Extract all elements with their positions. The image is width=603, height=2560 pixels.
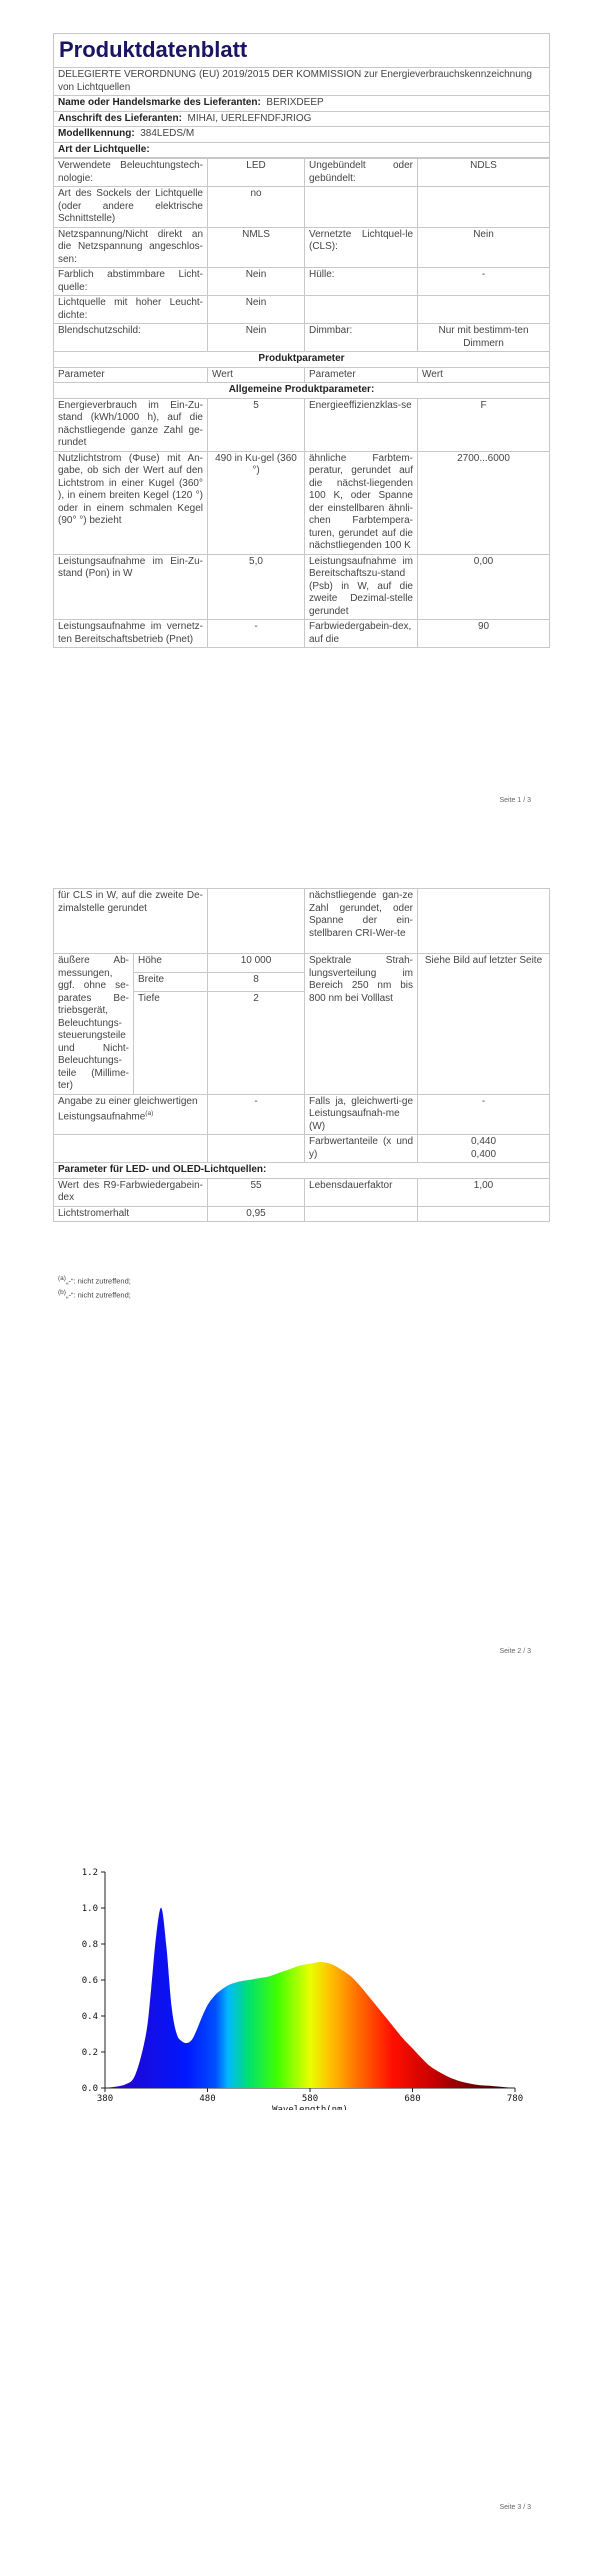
table-cell: 5 (208, 398, 305, 451)
table-cell (418, 1206, 550, 1222)
page-1 (0, 0, 603, 820)
x-tick-label: 380 (96, 2094, 114, 2104)
spectrum-area (105, 1908, 515, 2088)
table-cell: LED (208, 159, 305, 187)
table-cell: Nur mit bestimm-ten Dimmern (418, 324, 550, 352)
equiv-label: Angabe zu einer gleichwertigen Leistungsaufnahme (58, 1095, 198, 1123)
table-cell: Hülle: (305, 268, 418, 296)
chroma-x: 0,440 (471, 1136, 497, 1147)
supplier-name-label: Name oder Handelsmarke des Lieferanten: (58, 97, 261, 108)
x-axis-label: Wavelength(nm) (272, 2105, 348, 2110)
table-cell: 5,0 (208, 554, 305, 620)
general-params-header: Allgemeine Produktparameter: (54, 383, 550, 399)
table-cell: NDLS (418, 159, 550, 187)
y-tick-label: 1.0 (81, 1904, 98, 1914)
table-cell: Nutzlichtstrom (Φuse) mit An-gabe, ob sich der Wert auf den Lichtstrom in einer Kugel (360° ), in einem breiten Kegel (120 °) oder in einem schmalen Kegel (90° °) bezieht (54, 451, 208, 554)
table-row (54, 324, 550, 352)
params-table-cont (53, 888, 550, 1222)
light-source-type-label: Art der Lichtquelle: (54, 142, 550, 158)
table-cell (305, 187, 418, 228)
table-row (54, 268, 550, 296)
col-header: Parameter (305, 367, 418, 383)
x-tick-label: 680 (404, 2094, 421, 2104)
header-table (53, 33, 550, 158)
y-tick-label: 0.8 (81, 1940, 98, 1950)
model-label: Modellkennung: (58, 128, 135, 139)
table-cell: Farblich abstimmbare Licht-quelle: (54, 268, 208, 296)
table-cell: Blendschutzschild: (54, 324, 208, 352)
table-cell: Ungebündelt oder gebündelt: (305, 159, 418, 187)
col-header: Wert (418, 367, 550, 383)
table-cell: Farbwiedergabein-dex, auf die (305, 620, 418, 648)
col-header: Parameter (54, 367, 208, 383)
table-cell (305, 296, 418, 324)
r9-label: Wert des R9-Farbwiedergabein-dex (54, 1178, 208, 1206)
page-title: Produktdatenblatt (54, 34, 550, 68)
table-cell: Leistungsaufnahme im Ein-Zu-stand (Pon) in W (54, 554, 208, 620)
page-number: Seite 3 / 3 (499, 2504, 531, 2511)
table-row (54, 1094, 550, 1135)
lifetime-label: Lebensdauerfaktor (305, 1178, 418, 1206)
table-cell (54, 1135, 208, 1163)
equiv-label-cell (54, 1094, 208, 1135)
footnotes (58, 1273, 131, 1300)
x-tick-label: 480 (199, 2094, 216, 2104)
y-tick-label: 0.0 (81, 2084, 98, 2094)
spectrum-svg (60, 1860, 530, 2110)
table-cell: no (208, 187, 305, 228)
maint-value: 0,95 (208, 1206, 305, 1222)
y-tick-label: 0.2 (81, 2048, 98, 2058)
table-cell: 0,00 (418, 554, 550, 620)
supplier-name-value: BERIXDEEP (266, 97, 324, 108)
table-cell: 90 (418, 620, 550, 648)
table-cell (418, 187, 550, 228)
dim-value: 2 (208, 991, 305, 1094)
dim-name: Höhe (134, 954, 208, 973)
table-cell (418, 889, 550, 954)
y-tick-label: 0.4 (81, 2012, 98, 2022)
dim-value: 8 (208, 972, 305, 991)
table-cell (418, 296, 550, 324)
footnote-marker: (a) (58, 1275, 66, 1282)
r9-value: 55 (208, 1178, 305, 1206)
table-cell: F (418, 398, 550, 451)
footnote-text: „-“: nicht zutreffend; (65, 1290, 131, 1299)
led-params-header: Parameter für LED- und OLED-Lichtquellen: (54, 1163, 550, 1179)
model-value: 384LEDS/M (140, 128, 195, 139)
footnote-b (58, 1287, 131, 1301)
table-cell: Verwendete Beleuchtungstech-nologie: (54, 159, 208, 187)
datasheet-page-2 (53, 888, 549, 1222)
table-cell (208, 1135, 305, 1163)
datasheet-page-1 (53, 33, 549, 648)
table-cell: Leistungsaufnahme im Bereitschaftszu-stand (Psb) in W, auf die zweite Dezimal-stelle gerundet (305, 554, 418, 620)
equiv-value: - (208, 1094, 305, 1135)
col-header: Wert (208, 367, 305, 383)
table-row (54, 889, 550, 954)
dims-label: äußere Ab-messungen, ggf. ohne se-parates Be-triebsgerät, Beleuchtungs-steuerungsteile und Nicht-Beleuchtungs-teile (Millime-ter) (54, 954, 134, 1095)
page-number: Seite 2 / 3 (499, 1648, 531, 1655)
table-row (54, 227, 550, 268)
spectrum-chart (60, 1860, 530, 2110)
table-cell: - (418, 268, 550, 296)
table-row (54, 159, 550, 187)
footnote-text: „-“: nicht zutreffend; (65, 1276, 131, 1286)
table-cell (208, 889, 305, 954)
table-cell: Nein (208, 296, 305, 324)
table-cell: 490 in Ku-gel (360 °) (208, 451, 305, 554)
supplier-address-label: Anschrift des Lieferanten: (58, 112, 182, 124)
equiv-right-value: - (418, 1094, 550, 1135)
table-cell (305, 1206, 418, 1222)
footnote-marker: (b) (58, 1288, 66, 1296)
x-tick-label: 580 (301, 2094, 319, 2104)
regulation-text: DELEGIERTE VERORDNUNG (EU) 2019/2015 DER KOMMISSION zur Energieverbrauchskennzeichnung von Lichtquellen (54, 68, 550, 96)
equiv-right-label: Falls ja, gleichwerti-ge Leistungsaufnah-me (W) (305, 1094, 418, 1135)
chroma-values (418, 1135, 550, 1163)
spectral-value: Siehe Bild auf letzter Seite (418, 954, 550, 1095)
chroma-y: 0,400 (471, 1148, 497, 1160)
table-cell: 2700...6000 (418, 451, 550, 554)
table-cell: Art des Sockels der Lichtquelle (oder andere elektrische Schnittstelle) (54, 187, 208, 228)
table-cell: ähnliche Farbtem-peratur, gerundet auf die nächst-liegenden 100 K, oder Spanne der einstellbaren ähnli-chen Farbtempera-turen, gerundet auf die nächstliegenden 100 K (305, 451, 418, 554)
supplier-address-value: MIHAI, UERLEFNDFJRIOG (187, 112, 312, 124)
table-cell: Netzspannung/Nicht direkt an die Netzspannung angeschlos-sen: (54, 227, 208, 268)
y-tick-label: 0.6 (81, 1976, 98, 1986)
table-row (54, 620, 550, 648)
page-2 (0, 880, 603, 1680)
table-cell: Vernetzte Lichtquel-le (CLS): (305, 227, 418, 268)
table-cell: - (208, 620, 305, 648)
model-row (54, 127, 550, 143)
chroma-label: Farbwertanteile (x und y) (305, 1135, 418, 1163)
y-tick-label: 1.2 (81, 1868, 98, 1878)
table-cell: Nein (208, 268, 305, 296)
maint-label: Lichtstromerhalt (54, 1206, 208, 1222)
table-cell: Dimmbar: (305, 324, 418, 352)
table-row (54, 296, 550, 324)
table-row (54, 1135, 550, 1163)
table-row (54, 554, 550, 620)
table-cell: für CLS in W, auf die zweite De-zimalstelle gerundet (54, 889, 208, 954)
table-row (54, 187, 550, 228)
table-cell: Leistungsaufnahme im vernetz-ten Bereitschaftsbetrieb (Pnet) (54, 620, 208, 648)
table-cell: Lichtquelle mit hoher Leucht-dichte: (54, 296, 208, 324)
dim-value: 10 000 (208, 954, 305, 973)
table-row (54, 398, 550, 451)
table-cell: Energieverbrauch im Ein-Zu-stand (kWh/1000 h), auf die nächstliegende ganze Zahl ge-rundet (54, 398, 208, 451)
supplier-address-row (54, 111, 550, 127)
spectral-label: Spektrale Strah-lungsverteilung im Bereich 250 nm bis 800 nm bei Volllast (305, 954, 418, 1095)
light-source-table (53, 158, 550, 648)
table-row (54, 1206, 550, 1222)
table-row (54, 954, 550, 973)
dim-name: Tiefe (134, 991, 208, 1094)
x-tick-label: 780 (506, 2094, 524, 2104)
footnote-ref: (a) (145, 1110, 154, 1117)
supplier-name-row (54, 96, 550, 112)
page-number: Seite 1 / 3 (499, 797, 531, 804)
column-header-row (54, 367, 550, 383)
footnote-a (58, 1273, 131, 1287)
table-cell: nächstliegende gan-ze Zahl gerundet, oder Spanne der ein-stellbaren CRI-Wer-te (305, 889, 418, 954)
table-cell: Nein (208, 324, 305, 352)
product-params-header: Produktparameter (54, 352, 550, 368)
table-cell: Energieeffizienzklas-se (305, 398, 418, 451)
table-row (54, 451, 550, 554)
lifetime-value: 1,00 (418, 1178, 550, 1206)
table-cell: NMLS (208, 227, 305, 268)
dim-name: Breite (134, 972, 208, 991)
table-cell: Nein (418, 227, 550, 268)
table-row (54, 1178, 550, 1206)
